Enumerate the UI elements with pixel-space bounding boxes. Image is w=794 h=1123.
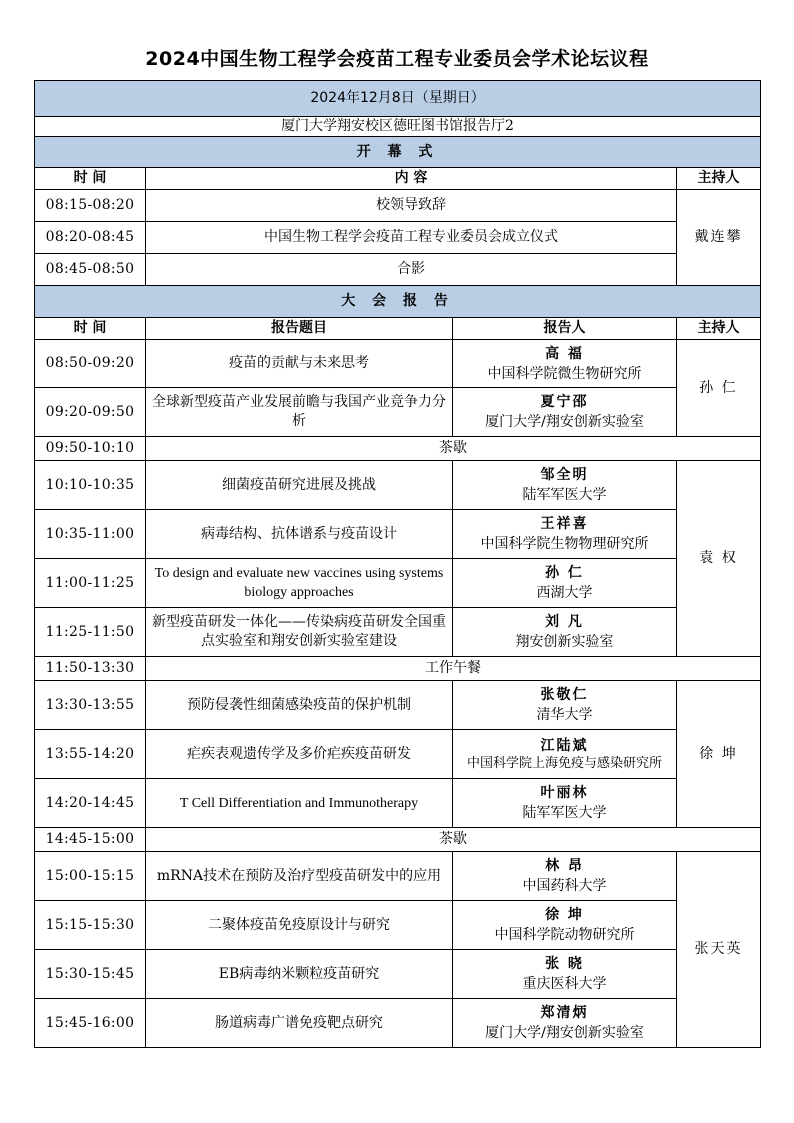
time-cell: 09:50-10:10 (35, 437, 146, 461)
topic-cell: 肠道病毒广谱免疫靶点研究 (146, 999, 453, 1048)
time-cell: 08:45-08:50 (35, 254, 146, 286)
host-cell: 孙 仁 (677, 340, 761, 437)
table-row (35, 852, 761, 901)
time-cell: 11:50-13:30 (35, 657, 146, 681)
topic-cell: mRNA技术在预防及治疗型疫苗研发中的应用 (146, 852, 453, 901)
header-topic: 报告题目 (146, 318, 453, 340)
break-label: 茶歇 (146, 437, 761, 461)
topic-cell: EB病毒纳米颗粒疫苗研究 (146, 950, 453, 999)
time-cell: 08:20-08:45 (35, 222, 146, 254)
table-row (35, 730, 761, 779)
table-row (35, 681, 761, 730)
header-time: 时 间 (35, 318, 146, 340)
speaker-cell (453, 950, 677, 999)
time-cell: 15:30-15:45 (35, 950, 146, 999)
date-row (35, 81, 761, 117)
speaker-affiliation: 中国科学院生物物理研究所 (480, 536, 649, 552)
table-row (35, 901, 761, 950)
header-host: 主持人 (677, 168, 761, 190)
content-cell: 中国生物工程学会疫苗工程专业委员会成立仪式 (146, 222, 677, 254)
speaker-name: 孙 仁 (545, 565, 584, 581)
speaker-name: 张敬仁 (540, 687, 589, 703)
host-cell: 戴连攀 (677, 190, 761, 286)
time-cell: 11:25-11:50 (35, 608, 146, 657)
speaker-cell (453, 730, 677, 779)
header-speaker: 报告人 (453, 318, 677, 340)
speaker-cell (453, 852, 677, 901)
speaker-name: 张 晓 (545, 956, 584, 972)
table-row (35, 999, 761, 1048)
table-row (35, 779, 761, 828)
break-row (35, 828, 761, 852)
topic-cell: 新型疫苗研发一体化——传染病疫苗研发全国重点实验室和翔安创新实验室建设 (146, 608, 453, 657)
speaker-name: 林 昂 (545, 858, 584, 874)
break-row (35, 437, 761, 461)
time-cell: 10:10-10:35 (35, 461, 146, 510)
speaker-cell (453, 681, 677, 730)
speaker-name: 叶丽林 (540, 785, 589, 801)
speaker-affiliation: 厦门大学/翔安创新实验室 (485, 1025, 644, 1041)
reports-header-row (35, 318, 761, 340)
speaker-affiliation: 清华大学 (536, 707, 593, 723)
speaker-cell (453, 340, 677, 388)
speaker-affiliation: 翔安创新实验室 (515, 634, 614, 650)
speaker-cell (453, 608, 677, 657)
speaker-cell (453, 901, 677, 950)
time-cell: 13:30-13:55 (35, 681, 146, 730)
table-row (35, 559, 761, 608)
speaker-affiliation: 西湖大学 (536, 585, 593, 601)
host-cell: 张天英 (677, 852, 761, 1048)
time-cell: 09:20-09:50 (35, 388, 146, 437)
speaker-name: 郑清炳 (540, 1005, 589, 1021)
table-row (35, 608, 761, 657)
speaker-name: 王祥喜 (540, 516, 589, 532)
break-label: 工作午餐 (146, 657, 761, 681)
speaker-name: 高 福 (545, 345, 584, 362)
time-cell: 08:15-08:20 (35, 190, 146, 222)
speaker-affiliation: 重庆医科大学 (522, 976, 607, 992)
speaker-cell (453, 999, 677, 1048)
table-row (35, 254, 761, 286)
table-row (35, 950, 761, 999)
speaker-affiliation: 中国科学院微生物研究所 (487, 365, 642, 382)
time-cell: 15:15-15:30 (35, 901, 146, 950)
time-cell: 14:20-14:45 (35, 779, 146, 828)
header-host: 主持人 (677, 318, 761, 340)
table-row (35, 510, 761, 559)
document-title: 2024中国生物工程学会疫苗工程专业委员会学术论坛议程 (145, 48, 649, 70)
content-cell: 校领导致辞 (146, 190, 677, 222)
time-cell: 11:00-11:25 (35, 559, 146, 608)
table-row (35, 461, 761, 510)
speaker-name: 徐 坤 (545, 907, 584, 923)
table-row (35, 222, 761, 254)
speaker-name: 江陆斌 (540, 738, 589, 754)
speaker-affiliation: 陆军军医大学 (522, 487, 607, 503)
venue-row (35, 117, 761, 137)
header-time: 时 间 (35, 168, 146, 190)
opening-section-title: 开 幕 式 (35, 137, 761, 168)
topic-cell: 预防侵袭性细菌感染疫苗的保护机制 (146, 681, 453, 730)
speaker-cell (453, 388, 677, 437)
break-row (35, 657, 761, 681)
opening-header-row (35, 168, 761, 190)
speaker-cell (453, 461, 677, 510)
time-cell: 15:45-16:00 (35, 999, 146, 1048)
topic-cell: 疟疾表观遗传学及多价疟疾疫苗研发 (146, 730, 453, 779)
table-row (35, 388, 761, 437)
topic-cell: 细菌疫苗研究进展及挑战 (146, 461, 453, 510)
venue-label: 厦门大学翔安校区德旺图书馆报告厅2 (35, 117, 761, 137)
speaker-cell (453, 510, 677, 559)
host-cell: 袁 权 (677, 461, 761, 657)
table-row (35, 340, 761, 388)
break-label: 茶歇 (146, 828, 761, 852)
speaker-cell (453, 779, 677, 828)
speaker-affiliation: 中国科学院动物研究所 (494, 927, 635, 943)
speaker-cell (453, 559, 677, 608)
opening-section-row (35, 137, 761, 168)
time-cell: 15:00-15:15 (35, 852, 146, 901)
speaker-affiliation: 陆军军医大学 (522, 805, 607, 821)
agenda-table (34, 80, 761, 1048)
header-content: 内 容 (146, 168, 677, 190)
speaker-affiliation: 厦门大学/翔安创新实验室 (485, 414, 644, 430)
table-row (35, 190, 761, 222)
time-cell: 08:50-09:20 (35, 340, 146, 388)
speaker-affiliation: 中国药科大学 (522, 878, 607, 894)
speaker-affiliation: 中国科学院上海免疫与感染研究所 (466, 756, 662, 771)
date-banner: 2024年12月8日（星期日） (35, 81, 761, 117)
time-cell: 14:45-15:00 (35, 828, 146, 852)
topic-cell: 二聚体疫苗免疫原设计与研究 (146, 901, 453, 950)
topic-cell: 病毒结构、抗体谱系与疫苗设计 (146, 510, 453, 559)
reports-section-row (35, 286, 761, 318)
content-cell: 合影 (146, 254, 677, 286)
topic-cell: To design and evaluate new vaccines using systems biology approaches (146, 559, 453, 608)
time-cell: 13:55-14:20 (35, 730, 146, 779)
topic-cell: T Cell Differentiation and Immunotherapy (146, 779, 453, 828)
speaker-name: 刘 凡 (545, 614, 584, 630)
speaker-name: 邹全明 (540, 467, 589, 483)
topic-cell: 全球新型疫苗产业发展前瞻与我国产业竞争力分析 (146, 388, 453, 437)
time-cell: 10:35-11:00 (35, 510, 146, 559)
speaker-name: 夏宁邵 (540, 394, 589, 410)
reports-section-title: 大 会 报 告 (35, 286, 761, 318)
topic-cell: 疫苗的贡献与未来思考 (146, 340, 453, 388)
host-cell: 徐 坤 (677, 681, 761, 828)
